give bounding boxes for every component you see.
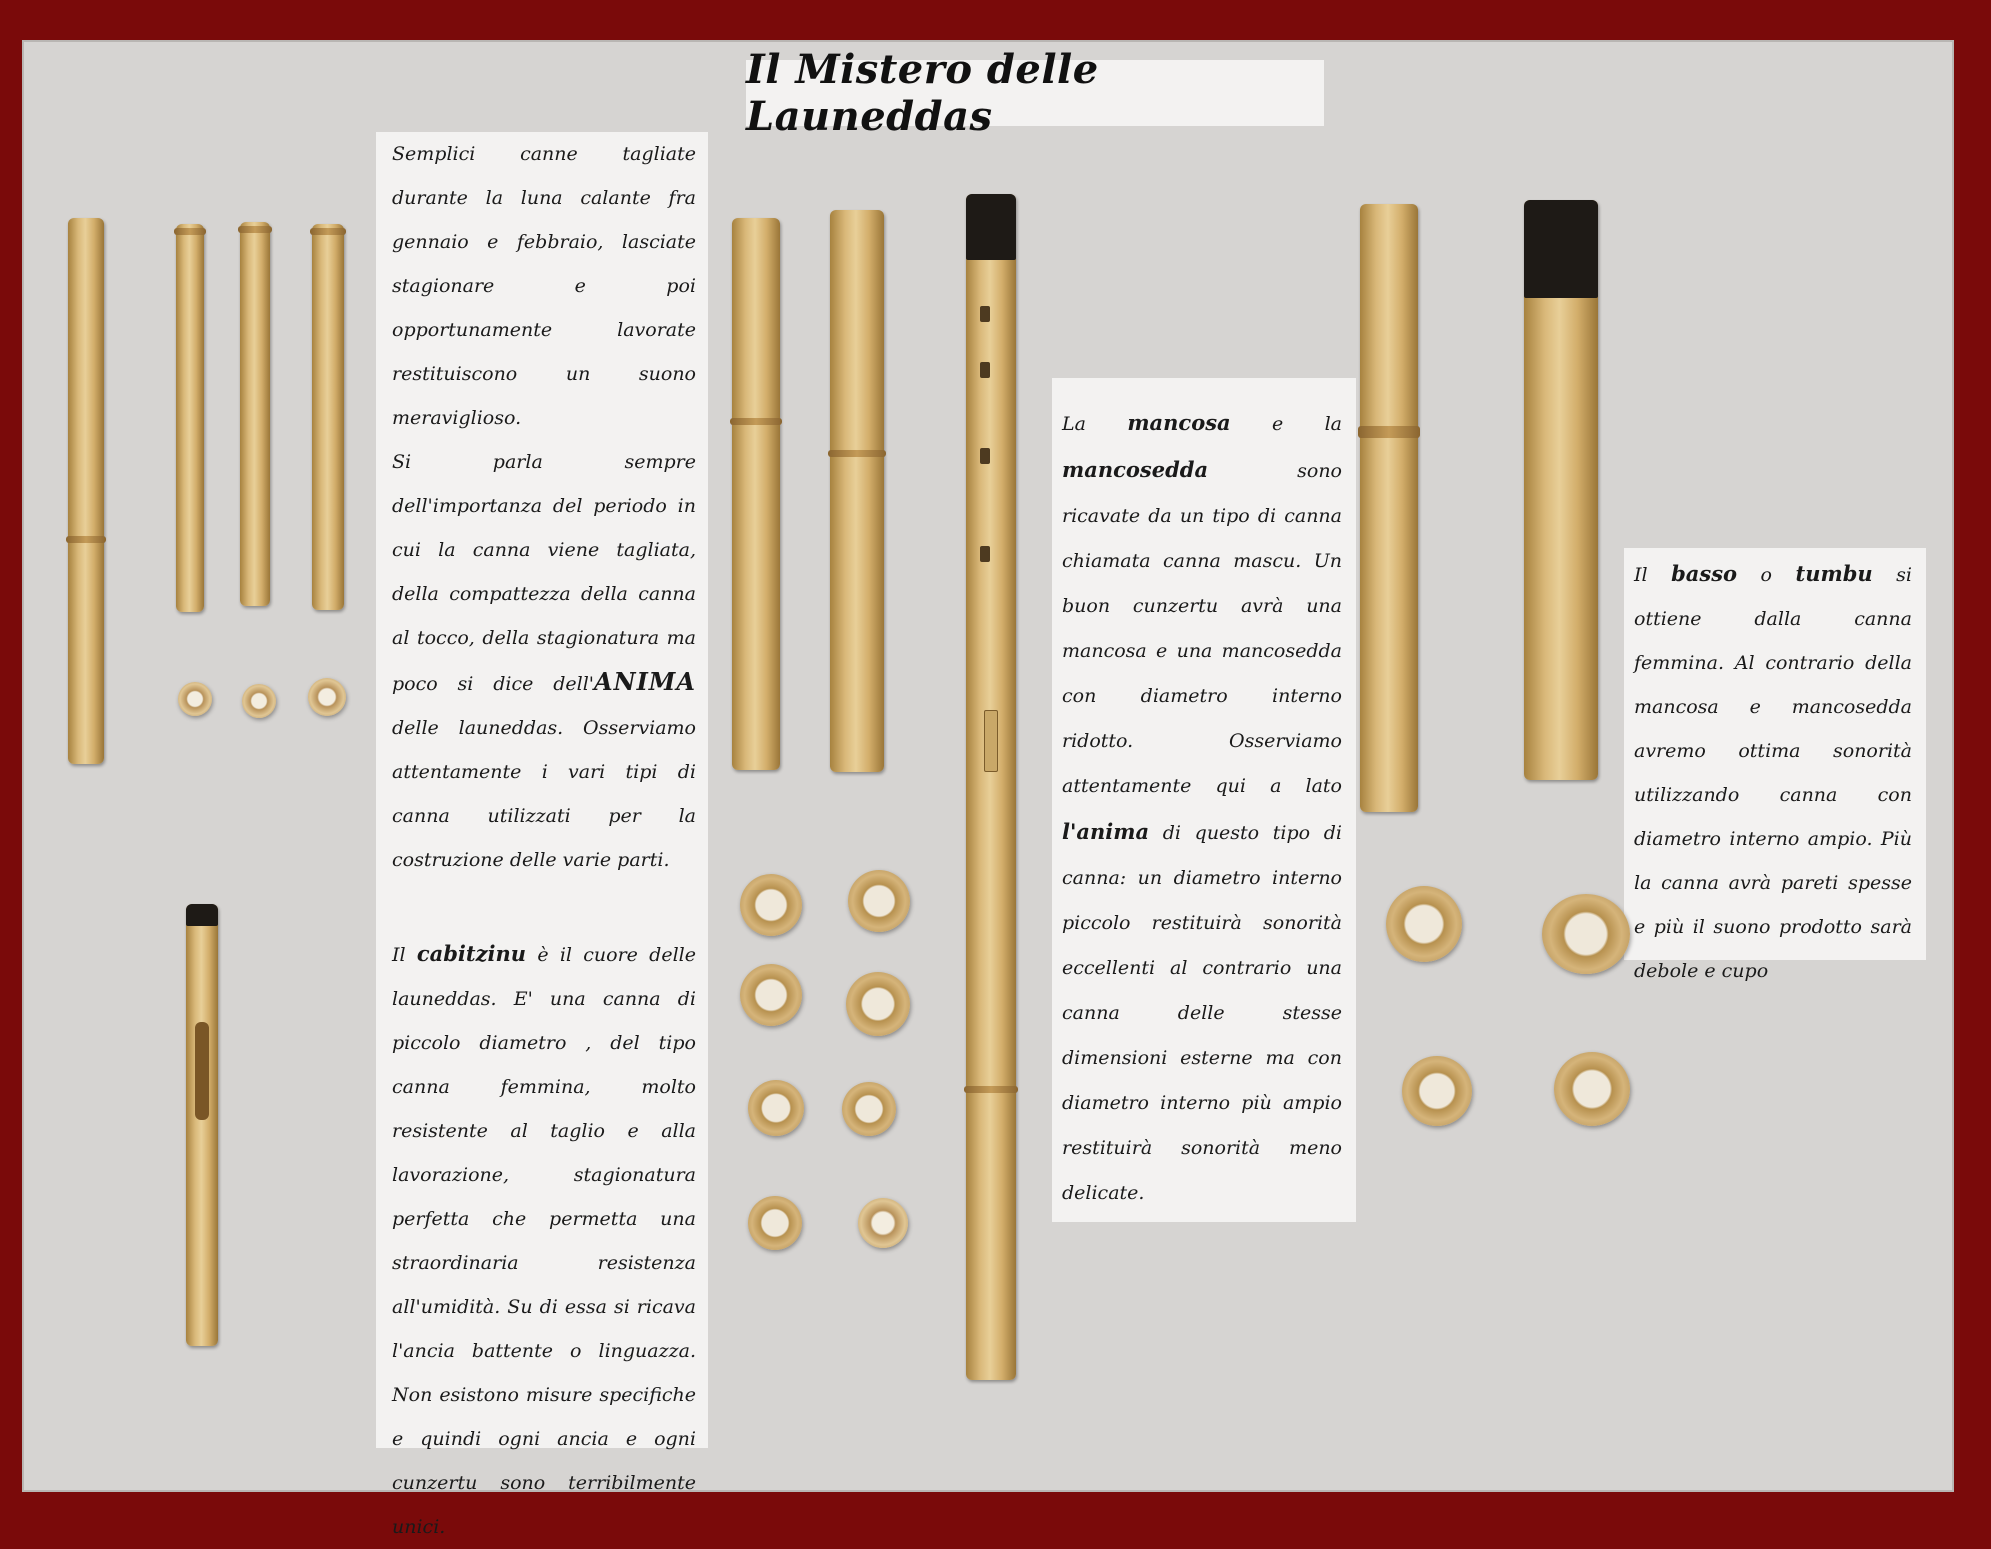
reed-cross-section xyxy=(308,678,346,716)
reed-cross-section xyxy=(1542,894,1630,974)
basso-paragraph: Il basso o tumbu si ottiene dalla canna femmina. Al contrario della mancosa e mancosedda avremo ottima sonorità utilizzando canna con diametro interno ampio. Più la canna avrà pareti spesse e più il suono prodotto sarà debole e cupo xyxy=(1634,561,1912,982)
reed-cross-section xyxy=(178,682,212,716)
intro-paragraph: Semplici canne tagliate durante la luna calante fra gennaio e febbraio, lasciate stagionare e poi opportunamente lavorate restituiscono un suono meraviglioso. xyxy=(392,143,696,429)
mancosa-paragraph: La mancosa e la mancosedda sono ricavate da un tipo di canna chiamata canna mascu. Un buon cunzertu avrà una mancosa e una mancosedda con diametro interno ridotto. Osserviamo attentamente qui a lato l'anima di questo tipo di canna: un diametro interno piccolo restituirà sonorità eccellenti al contrario una canna delle stesse dimensioni esterne ma con diametro interno più ampio restituirà sonorità meno delicate. xyxy=(1062,410,1343,1204)
mancosedda-term: mancosedda xyxy=(1062,457,1209,482)
reed-cross-section xyxy=(858,1198,908,1248)
reed-cane-short-1 xyxy=(176,224,204,612)
reed-cross-section xyxy=(846,972,910,1036)
basso-reed-2 xyxy=(1524,200,1598,780)
anima-term: l'anima xyxy=(1062,819,1150,844)
mancosa-reed-1 xyxy=(732,218,780,770)
reed-cross-section xyxy=(242,684,276,718)
reed-cross-section xyxy=(748,1196,802,1250)
reed-cane-left-long xyxy=(68,218,104,764)
mancosa-reed-2 xyxy=(830,210,884,772)
reed-cross-section xyxy=(842,1082,896,1136)
cabitzinu-reed xyxy=(186,904,218,1346)
reed-cane-short-2 xyxy=(240,222,270,606)
reed-cross-section xyxy=(740,874,802,936)
mancosa-term: mancosa xyxy=(1127,410,1231,435)
reed-cane-short-3 xyxy=(312,224,344,610)
reed-cross-section xyxy=(848,870,910,932)
reed-cross-section xyxy=(1402,1056,1472,1126)
reed-cross-section xyxy=(1386,886,1462,962)
basso-term: basso xyxy=(1671,561,1738,586)
mancosedda-reed xyxy=(966,194,1016,1380)
text-panel-middle xyxy=(1052,378,1356,1222)
cabitzinu-paragraph: Il cabitzinu è il cuore delle launeddas. E' una canna di piccolo diametro , del tipo canna femmina, molto resistente al taglio e alla lavorazione, stagionatura perfetta che permetta una straordinaria resistenza all'umidità. Su di essa si ricava l'ancia battente o linguazza. Non esistono misure specifiche e quindi ogni ancia e ogni cunzertu sono terribilmente unici. xyxy=(392,941,696,1538)
reed-cross-section xyxy=(740,964,802,1026)
tumbu-term: tumbu xyxy=(1795,561,1873,586)
anima-emphasis: ANIMA xyxy=(594,667,696,696)
reed-cross-section xyxy=(1554,1052,1630,1126)
text-panel-right xyxy=(1624,548,1926,982)
board-title: Il Mistero delle Launeddas xyxy=(746,60,1324,126)
anima-paragraph: Si parla sempre dell'importanza del periodo in cui la canna viene tagliata, della compattezza della canna al tocco, della stagionatura ma poco si dice dell'ANIMA delle launeddas. Osserviamo attentamente i vari tipi di canna utilizzati per la costruzione delle varie parti. xyxy=(392,451,696,871)
reed-cross-section xyxy=(748,1080,804,1136)
text-panel-left xyxy=(376,132,708,1538)
basso-reed-1 xyxy=(1360,204,1418,812)
cabitzinu-term: cabitzinu xyxy=(416,941,527,966)
